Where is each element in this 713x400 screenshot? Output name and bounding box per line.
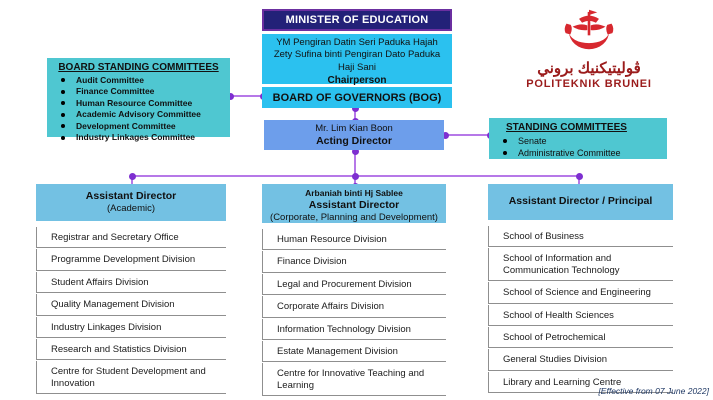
chairperson-box xyxy=(262,34,452,87)
header-role: Assistant Director xyxy=(308,198,400,211)
list-item-label: Library and Learning Centre xyxy=(503,376,622,388)
acting-director-box xyxy=(264,120,444,150)
list-item-label: Programme Development Division xyxy=(51,254,196,266)
bullet-icon xyxy=(61,124,65,128)
list-item-label: School of Science and Engineering xyxy=(503,287,651,299)
column-academic xyxy=(36,184,226,395)
list-item xyxy=(488,305,673,326)
list-item xyxy=(262,363,446,396)
list-item xyxy=(36,361,226,394)
committee-item xyxy=(494,147,662,159)
list-item-label: School of Health Sciences xyxy=(503,309,614,321)
header-subtitle: (Academic) xyxy=(106,203,156,215)
committee-item-label: Finance Committee xyxy=(76,86,155,97)
schools-list xyxy=(488,226,673,393)
committee-item-label: Senate xyxy=(518,136,547,146)
list-item-label: Legal and Procurement Division xyxy=(277,278,412,290)
committee-item-label: Audit Committee xyxy=(76,75,144,85)
logo-name-text: POLITEKNIK BRUNEI xyxy=(526,77,652,90)
list-item xyxy=(488,226,673,247)
list-item-label: Centre for Innovative Teaching and Learning xyxy=(277,368,425,391)
assistant-director-academic-header xyxy=(36,184,226,221)
committee-item-label: Administrative Committee xyxy=(518,148,621,159)
board-standing-committees-box xyxy=(47,58,230,143)
director-name: Mr. Lim Kian Boon xyxy=(315,123,393,134)
list-item xyxy=(262,251,446,272)
effective-date-note: [Effective from 07 June 2022] xyxy=(598,386,709,396)
list-item xyxy=(36,317,226,338)
list-item-label: Human Resource Division xyxy=(277,234,387,245)
standing-committees-list xyxy=(494,135,662,159)
list-item-label: School of Business xyxy=(503,231,584,242)
board-of-governors-box xyxy=(262,87,452,108)
list-item xyxy=(262,229,446,250)
header-person: Arbaniah binti Hj Sablee xyxy=(305,188,403,198)
committee-item-label: Development Committee xyxy=(76,120,176,131)
list-item xyxy=(262,319,446,340)
bullet-icon xyxy=(61,90,65,94)
board-standing-committees-list xyxy=(52,75,225,144)
committee-item xyxy=(52,98,225,109)
connector-line xyxy=(230,95,263,97)
list-item-label: Industry Linkages Division xyxy=(51,321,162,333)
committee-item-label: Academic Advisory Committee xyxy=(76,109,201,120)
bullet-icon xyxy=(61,113,65,117)
list-item-label: Student Affairs Division xyxy=(51,276,149,288)
connector-dot xyxy=(576,173,583,180)
chairperson-role: Chairperson xyxy=(327,75,387,87)
bog-label: BOARD OF GOVERNORS (BOG) xyxy=(272,91,442,104)
standing-committees-title: STANDING COMMITTEES xyxy=(506,122,627,133)
list-item-label: Corporate Affairs Division xyxy=(277,301,385,313)
connector-dot xyxy=(129,173,136,180)
list-item xyxy=(488,282,673,303)
committee-item xyxy=(52,86,225,97)
director-role: Acting Director xyxy=(316,134,392,147)
corporate-division-list xyxy=(262,229,446,396)
list-item xyxy=(262,296,446,317)
bullet-icon xyxy=(503,151,507,155)
committee-item xyxy=(52,75,225,86)
list-item-label: Finance Division xyxy=(277,256,347,268)
logo-jawi-text: ڤوليتيكنيك بروني xyxy=(537,60,641,77)
list-item-label: Research and Statistics Division xyxy=(51,343,187,355)
header-role: Assistant Director xyxy=(85,190,177,202)
list-item-label: General Studies Division xyxy=(503,354,608,366)
list-item xyxy=(262,341,446,362)
list-item-label: Quality Management Division xyxy=(51,299,175,311)
connector-dot xyxy=(352,173,359,180)
committee-item xyxy=(52,132,225,143)
brunei-crest-icon xyxy=(563,8,615,54)
list-item xyxy=(488,248,673,281)
column-corporate xyxy=(262,184,446,397)
board-standing-committees-title: BOARD STANDING COMMITTEES xyxy=(58,62,219,73)
bullet-icon xyxy=(503,139,507,143)
list-item xyxy=(36,339,226,360)
list-item xyxy=(36,272,226,293)
committee-item xyxy=(494,135,662,147)
committee-item xyxy=(52,121,225,132)
bullet-icon xyxy=(61,136,65,140)
header-role: Assistant Director / Principal xyxy=(508,195,653,208)
politeknik-brunei-logo xyxy=(505,8,673,90)
list-item-label: Registrar and Secretary Office xyxy=(51,232,179,243)
list-item-label: Information Technology Division xyxy=(277,323,411,335)
list-item xyxy=(36,249,226,270)
connector-line xyxy=(444,134,490,136)
list-item xyxy=(36,294,226,315)
list-item-label: School of Petrochemical xyxy=(503,331,606,343)
committee-item-label: Industry Linkages Committee xyxy=(76,132,196,143)
bullet-icon xyxy=(61,78,65,82)
list-item xyxy=(488,349,673,370)
minister-of-education-box xyxy=(262,9,452,31)
list-item xyxy=(36,227,226,248)
header-subtitle: (Corporate, Planning and Development) xyxy=(270,211,438,223)
academic-division-list xyxy=(36,227,226,394)
list-item-label: Centre for Student Development and Innovation xyxy=(51,366,206,389)
list-item-label: School of Information and Communication Technology xyxy=(503,253,620,276)
column-principal xyxy=(488,184,673,394)
committee-item-label: Human Resource Committee xyxy=(76,97,193,108)
list-item xyxy=(488,327,673,348)
assistant-director-corporate-header xyxy=(262,184,446,223)
assistant-director-principal-header xyxy=(488,184,673,220)
list-item xyxy=(262,274,446,295)
bullet-icon xyxy=(61,101,65,105)
minister-label: MINISTER OF EDUCATION xyxy=(285,14,429,26)
list-item-label: Estate Management Division xyxy=(277,345,398,357)
standing-committees-box xyxy=(489,118,667,159)
chairperson-name: YM Pengiran Datin Seri Paduka Hajah Zety Sufina binti Pengiran Dato Paduka Haji Sani xyxy=(273,37,441,73)
committee-item xyxy=(52,109,225,120)
